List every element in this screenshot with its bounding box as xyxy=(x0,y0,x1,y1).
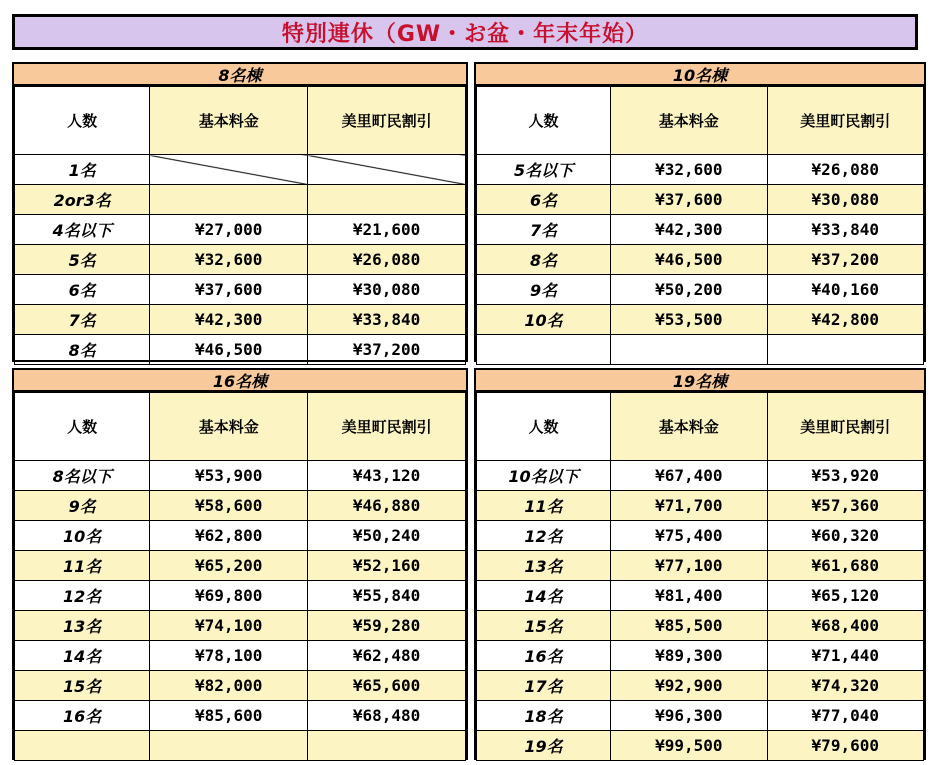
cell-count: 10名 xyxy=(15,521,150,551)
table-header-row xyxy=(477,393,924,461)
table-row xyxy=(477,611,924,641)
cell-discount-price: ¥46,880 xyxy=(308,491,466,521)
cell-count: 8名 xyxy=(15,335,150,365)
cell-discount-price: ¥21,600 xyxy=(308,215,466,245)
cell-discount-price: ¥59,280 xyxy=(308,611,466,641)
cell-discount-price: ¥52,160 xyxy=(308,551,466,581)
header-base-price: 基本料金 xyxy=(611,87,767,155)
cell-discount-price xyxy=(767,335,923,365)
cell-count: 19名 xyxy=(477,731,611,761)
cell-base-price: ¥96,300 xyxy=(611,701,767,731)
cell-discount-price: ¥55,840 xyxy=(308,581,466,611)
header-discount: 美里町民割引 xyxy=(308,393,466,461)
table-row xyxy=(15,335,466,365)
cell-count: 17名 xyxy=(477,671,611,701)
cell-count: 13名 xyxy=(15,611,150,641)
table-row xyxy=(477,641,924,671)
cell-count: 11名 xyxy=(15,551,150,581)
header-base-price: 基本料金 xyxy=(150,393,308,461)
page-title: 特別連休（GW・お盆・年末年始） xyxy=(281,21,649,47)
cell-discount-price: ¥43,120 xyxy=(308,461,466,491)
table-header-row xyxy=(15,393,466,461)
cell-base-price xyxy=(150,731,308,761)
cell-base-price: ¥75,400 xyxy=(611,521,767,551)
cell-base-price: ¥53,500 xyxy=(611,305,767,335)
cell-discount-price xyxy=(308,185,466,215)
header-base-price: 基本料金 xyxy=(611,393,767,461)
panel-title: 16名棟 xyxy=(14,370,466,392)
cell-discount-price: ¥50,240 xyxy=(308,521,466,551)
table-row xyxy=(477,461,924,491)
table-row xyxy=(477,335,924,365)
cell-count: 18名 xyxy=(477,701,611,731)
cell-count: 12名 xyxy=(477,521,611,551)
table-row xyxy=(15,581,466,611)
table-row xyxy=(477,215,924,245)
panel-title: 8名棟 xyxy=(14,64,466,86)
cell-count: 10名 xyxy=(477,305,611,335)
cell-count: 5名 xyxy=(15,245,150,275)
header-count: 人数 xyxy=(15,87,150,155)
cell-base-price: ¥92,900 xyxy=(611,671,767,701)
panel-19-person xyxy=(474,368,926,760)
price-table xyxy=(476,392,924,761)
cell-count: 15名 xyxy=(477,611,611,641)
cell-base-price: ¥74,100 xyxy=(150,611,308,641)
cell-discount-price xyxy=(308,731,466,761)
cell-discount-price: ¥42,800 xyxy=(767,305,923,335)
cell-count: 4名以下 xyxy=(15,215,150,245)
header-discount: 美里町民割引 xyxy=(767,87,923,155)
cell-discount-price: ¥53,920 xyxy=(767,461,923,491)
table-header-row xyxy=(477,87,924,155)
cell-count: 14名 xyxy=(477,581,611,611)
cell-count: 5名以下 xyxy=(477,155,611,185)
cell-base-price: ¥42,300 xyxy=(611,215,767,245)
cell-discount-price: ¥65,120 xyxy=(767,581,923,611)
table-row xyxy=(15,611,466,641)
cell-discount-price: ¥77,040 xyxy=(767,701,923,731)
cell-count xyxy=(15,731,150,761)
cell-base-price xyxy=(150,155,308,185)
panel-8-person xyxy=(12,62,468,362)
cell-base-price xyxy=(150,185,308,215)
cell-base-price: ¥85,600 xyxy=(150,701,308,731)
cell-count: 1名 xyxy=(15,155,150,185)
table-row xyxy=(477,701,924,731)
panel-title: 19名棟 xyxy=(476,370,924,392)
table-row xyxy=(15,671,466,701)
header-count: 人数 xyxy=(477,393,611,461)
cell-base-price: ¥67,400 xyxy=(611,461,767,491)
table-row xyxy=(15,215,466,245)
table-row xyxy=(477,521,924,551)
table-row xyxy=(477,581,924,611)
cell-count: 8名 xyxy=(477,245,611,275)
panel-title: 10名棟 xyxy=(476,64,924,86)
header-discount: 美里町民割引 xyxy=(308,87,466,155)
cell-count xyxy=(477,335,611,365)
cell-base-price: ¥32,600 xyxy=(611,155,767,185)
table-row xyxy=(477,155,924,185)
cell-discount-price: ¥26,080 xyxy=(767,155,923,185)
cell-base-price: ¥37,600 xyxy=(150,275,308,305)
cell-base-price: ¥85,500 xyxy=(611,611,767,641)
table-row xyxy=(477,731,924,761)
table-row xyxy=(15,185,466,215)
cell-discount-price: ¥79,600 xyxy=(767,731,923,761)
cell-base-price: ¥82,000 xyxy=(150,671,308,701)
cell-base-price: ¥65,200 xyxy=(150,551,308,581)
cell-base-price: ¥46,500 xyxy=(150,335,308,365)
panel-10-person xyxy=(474,62,926,362)
cell-count: 12名 xyxy=(15,581,150,611)
price-table xyxy=(476,86,924,365)
header-count: 人数 xyxy=(15,393,150,461)
table-row xyxy=(15,461,466,491)
cell-discount-price: ¥61,680 xyxy=(767,551,923,581)
cell-base-price: ¥46,500 xyxy=(611,245,767,275)
cell-base-price: ¥42,300 xyxy=(150,305,308,335)
cell-base-price: ¥62,800 xyxy=(150,521,308,551)
cell-discount-price: ¥30,080 xyxy=(308,275,466,305)
table-header-row xyxy=(15,87,466,155)
cell-count: 9名 xyxy=(477,275,611,305)
cell-discount-price: ¥60,320 xyxy=(767,521,923,551)
table-row xyxy=(15,245,466,275)
cell-base-price: ¥99,500 xyxy=(611,731,767,761)
cell-count: 13名 xyxy=(477,551,611,581)
table-row xyxy=(477,245,924,275)
panel-16-person xyxy=(12,368,468,760)
cell-base-price: ¥71,700 xyxy=(611,491,767,521)
cell-count: 6名 xyxy=(15,275,150,305)
cell-count: 7名 xyxy=(15,305,150,335)
cell-discount-price: ¥65,600 xyxy=(308,671,466,701)
cell-discount-price: ¥62,480 xyxy=(308,641,466,671)
page-title-bar xyxy=(12,14,918,50)
cell-discount-price: ¥40,160 xyxy=(767,275,923,305)
cell-base-price: ¥89,300 xyxy=(611,641,767,671)
cell-count: 2or3名 xyxy=(15,185,150,215)
table-row xyxy=(15,521,466,551)
table-row xyxy=(477,491,924,521)
header-count: 人数 xyxy=(477,87,611,155)
cell-discount-price: ¥33,840 xyxy=(767,215,923,245)
cell-count: 8名以下 xyxy=(15,461,150,491)
cell-base-price: ¥78,100 xyxy=(150,641,308,671)
table-row xyxy=(15,155,466,185)
cell-base-price: ¥77,100 xyxy=(611,551,767,581)
cell-discount-price: ¥30,080 xyxy=(767,185,923,215)
cell-discount-price: ¥71,440 xyxy=(767,641,923,671)
cell-count: 11名 xyxy=(477,491,611,521)
price-table xyxy=(14,392,466,761)
cell-base-price: ¥32,600 xyxy=(150,245,308,275)
table-row xyxy=(15,551,466,581)
cell-base-price: ¥27,000 xyxy=(150,215,308,245)
table-row xyxy=(15,275,466,305)
cell-discount-price: ¥57,360 xyxy=(767,491,923,521)
table-row xyxy=(15,641,466,671)
table-row xyxy=(477,275,924,305)
table-row xyxy=(15,305,466,335)
table-row xyxy=(477,551,924,581)
cell-discount-price xyxy=(308,155,466,185)
cell-discount-price: ¥68,400 xyxy=(767,611,923,641)
cell-count: 16名 xyxy=(477,641,611,671)
cell-base-price xyxy=(611,335,767,365)
cell-discount-price: ¥37,200 xyxy=(308,335,466,365)
cell-base-price: ¥58,600 xyxy=(150,491,308,521)
table-row xyxy=(477,305,924,335)
cell-base-price: ¥37,600 xyxy=(611,185,767,215)
cell-discount-price: ¥33,840 xyxy=(308,305,466,335)
table-row xyxy=(15,701,466,731)
table-row xyxy=(477,671,924,701)
table-row xyxy=(477,185,924,215)
table-row xyxy=(15,491,466,521)
cell-discount-price: ¥37,200 xyxy=(767,245,923,275)
cell-base-price: ¥69,800 xyxy=(150,581,308,611)
cell-discount-price: ¥74,320 xyxy=(767,671,923,701)
cell-base-price: ¥50,200 xyxy=(611,275,767,305)
cell-base-price: ¥81,400 xyxy=(611,581,767,611)
cell-count: 16名 xyxy=(15,701,150,731)
cell-count: 7名 xyxy=(477,215,611,245)
cell-count: 15名 xyxy=(15,671,150,701)
cell-count: 10名以下 xyxy=(477,461,611,491)
cell-discount-price: ¥68,480 xyxy=(308,701,466,731)
cell-count: 6名 xyxy=(477,185,611,215)
cell-discount-price: ¥26,080 xyxy=(308,245,466,275)
table-row xyxy=(15,731,466,761)
cell-base-price: ¥53,900 xyxy=(150,461,308,491)
header-base-price: 基本料金 xyxy=(150,87,308,155)
price-table xyxy=(14,86,466,365)
cell-count: 9名 xyxy=(15,491,150,521)
header-discount: 美里町民割引 xyxy=(767,393,923,461)
cell-count: 14名 xyxy=(15,641,150,671)
